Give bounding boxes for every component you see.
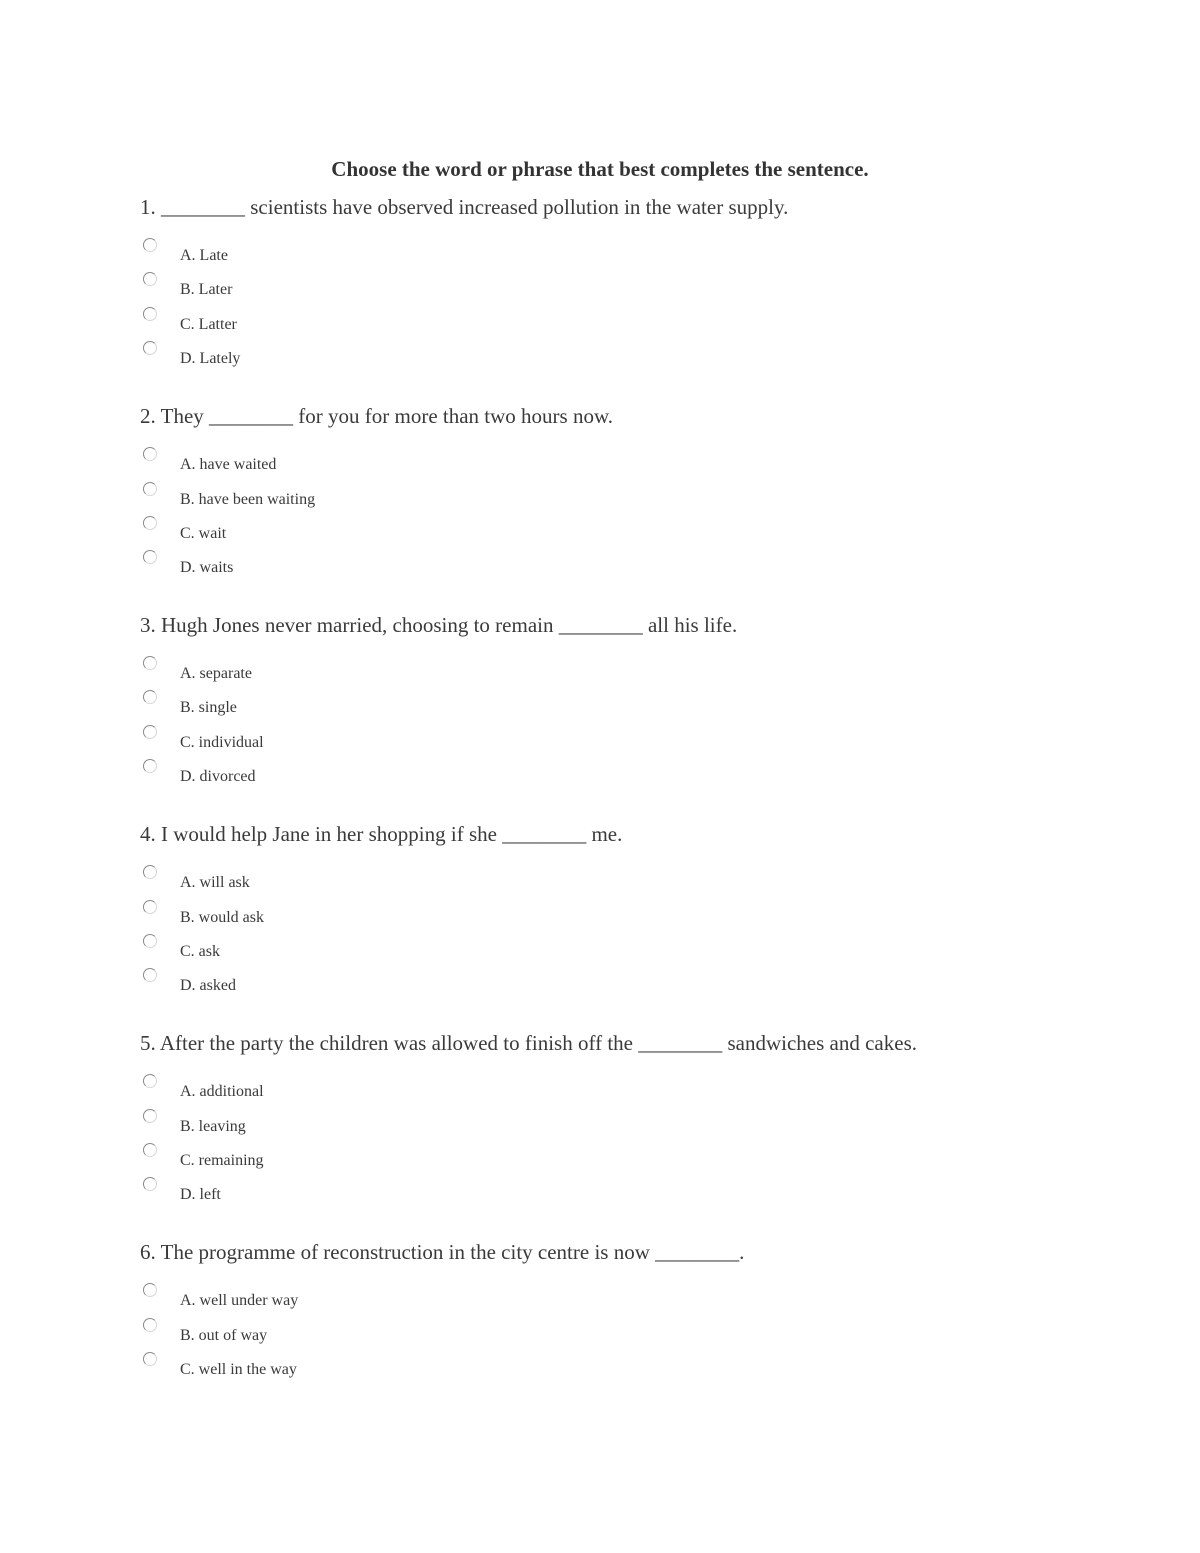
- option-label: D. divorced: [180, 768, 256, 785]
- option-label: B. single: [180, 699, 237, 716]
- radio-button-icon[interactable]: [143, 900, 157, 914]
- question-text: 4. I would help Jane in her shopping if she ________ me.: [140, 822, 623, 846]
- question-text: 1. ________ scientists have observed increased pollution in the water supply.: [140, 195, 789, 219]
- option-label: C. Latter: [180, 316, 237, 333]
- radio-button-icon[interactable]: [143, 656, 157, 670]
- option-label: D. waits: [180, 559, 234, 576]
- option-b[interactable]: [140, 900, 540, 930]
- radio-button-icon[interactable]: [143, 1109, 157, 1123]
- radio-button-icon[interactable]: [143, 1177, 157, 1191]
- question-text: 2. They ________ for you for more than two hours now.: [140, 404, 614, 428]
- radio-button-icon[interactable]: [143, 690, 157, 704]
- option-c[interactable]: [140, 516, 540, 546]
- option-a[interactable]: [140, 447, 540, 477]
- page-title: Choose the word or phrase that best completes the sentence.: [331, 157, 869, 181]
- option-label: B. have been waiting: [180, 491, 316, 508]
- radio-button-icon[interactable]: [143, 1074, 157, 1088]
- option-b[interactable]: [140, 272, 540, 302]
- option-a[interactable]: [140, 656, 540, 686]
- option-label: C. ask: [180, 943, 220, 960]
- radio-button-icon[interactable]: [143, 725, 157, 739]
- option-d[interactable]: [140, 550, 540, 580]
- option-label: A. will ask: [180, 874, 250, 891]
- option-b[interactable]: [140, 1318, 540, 1348]
- option-label: B. would ask: [180, 909, 264, 926]
- radio-button-icon[interactable]: [143, 516, 157, 530]
- radio-button-icon[interactable]: [143, 934, 157, 948]
- option-label: B. out of way: [180, 1327, 268, 1344]
- option-label: B. leaving: [180, 1118, 246, 1135]
- option-label: A. separate: [180, 665, 252, 682]
- option-c[interactable]: [140, 1143, 540, 1173]
- option-label: A. Late: [180, 247, 228, 264]
- option-label: C. individual: [180, 734, 264, 751]
- option-c[interactable]: [140, 1352, 540, 1382]
- radio-button-icon[interactable]: [143, 1143, 157, 1157]
- option-b[interactable]: [140, 482, 540, 512]
- option-a[interactable]: [140, 865, 540, 895]
- option-d[interactable]: [140, 968, 540, 998]
- radio-button-icon[interactable]: [143, 759, 157, 773]
- option-b[interactable]: [140, 690, 540, 720]
- radio-button-icon[interactable]: [143, 1352, 157, 1366]
- radio-button-icon[interactable]: [143, 447, 157, 461]
- option-label: C. remaining: [180, 1152, 264, 1169]
- radio-button-icon[interactable]: [143, 307, 157, 321]
- option-label: A. well under way: [180, 1292, 299, 1309]
- radio-button-icon[interactable]: [143, 482, 157, 496]
- option-c[interactable]: [140, 725, 540, 755]
- option-c[interactable]: [140, 307, 540, 337]
- radio-button-icon[interactable]: [143, 341, 157, 355]
- option-label: B. Later: [180, 281, 233, 298]
- option-label: C. wait: [180, 525, 227, 542]
- radio-button-icon[interactable]: [143, 238, 157, 252]
- radio-button-icon[interactable]: [143, 550, 157, 564]
- option-a[interactable]: [140, 1074, 540, 1104]
- radio-button-icon[interactable]: [143, 272, 157, 286]
- question-text: 5. After the party the children was allowed to finish off the ________ sandwiches and cakes.: [140, 1031, 917, 1055]
- option-d[interactable]: [140, 341, 540, 371]
- radio-button-icon[interactable]: [143, 1283, 157, 1297]
- option-label: D. Lately: [180, 350, 241, 367]
- option-label: A. additional: [180, 1083, 264, 1100]
- question-text: 6. The programme of reconstruction in the city centre is now ________.: [140, 1240, 745, 1264]
- option-c[interactable]: [140, 934, 540, 964]
- option-label: C. well in the way: [180, 1361, 297, 1378]
- option-a[interactable]: [140, 238, 540, 268]
- option-label: A. have waited: [180, 456, 277, 473]
- radio-button-icon[interactable]: [143, 968, 157, 982]
- radio-button-icon[interactable]: [143, 1318, 157, 1332]
- option-a[interactable]: [140, 1283, 540, 1313]
- option-d[interactable]: [140, 1177, 540, 1207]
- option-label: D. left: [180, 1186, 221, 1203]
- radio-button-icon[interactable]: [143, 865, 157, 879]
- option-d[interactable]: [140, 759, 540, 789]
- question-text: 3. Hugh Jones never married, choosing to remain ________ all his life.: [140, 613, 738, 637]
- option-b[interactable]: [140, 1109, 540, 1139]
- option-label: D. asked: [180, 977, 236, 994]
